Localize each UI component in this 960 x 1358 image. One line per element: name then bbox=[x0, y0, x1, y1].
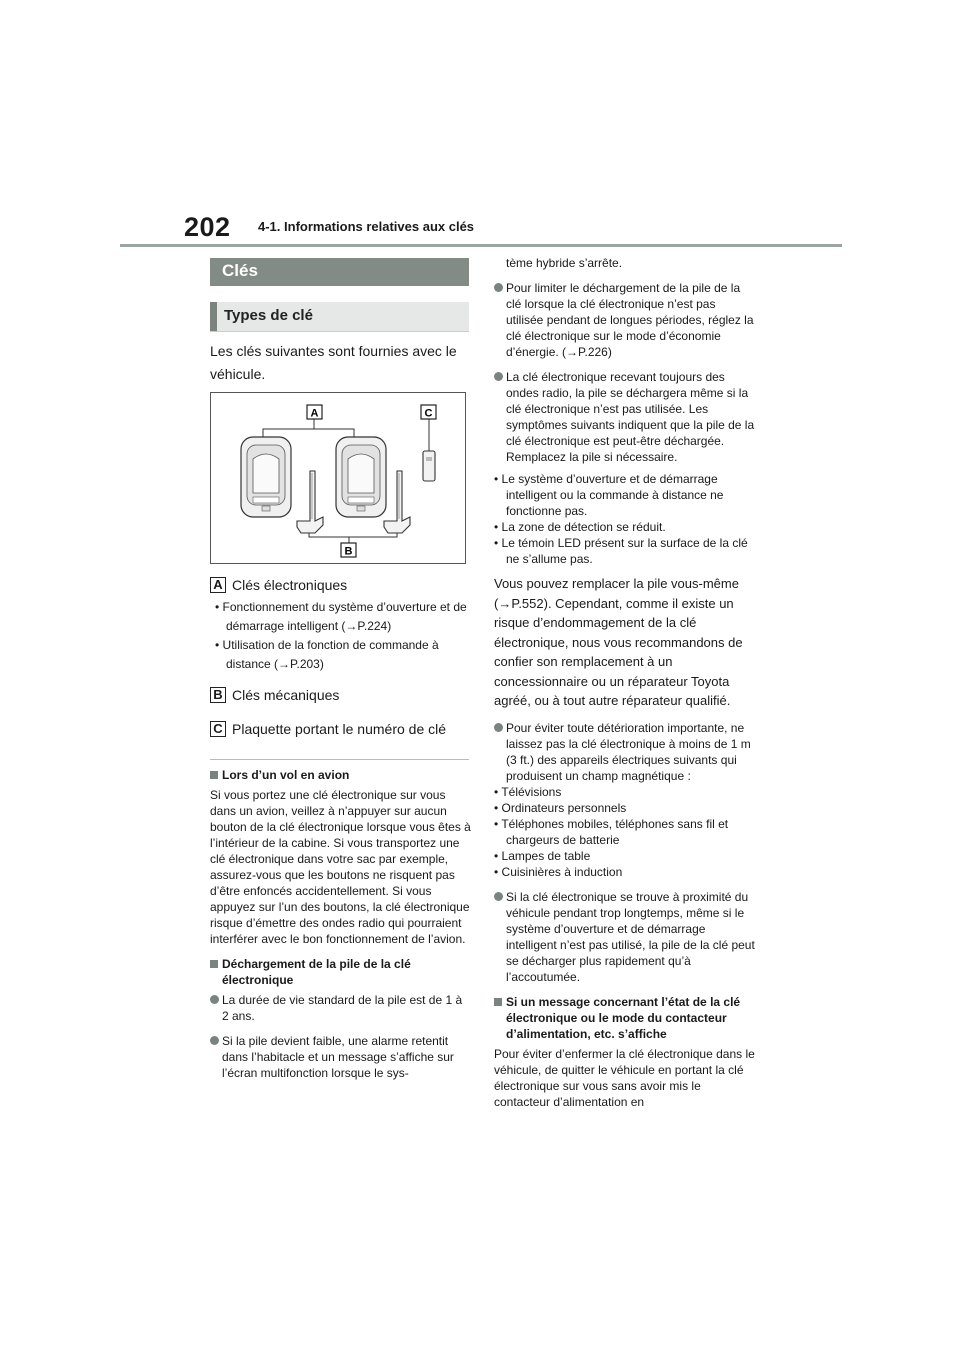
legend-a-bullet-1: • Fonctionnement du système d’ouverture et de démarrage intelligent (→P.224) bbox=[215, 600, 467, 633]
item-proximity: Si la clé électronique se trouve à proximité du véhicule pendant trop longtemps, même si le système d’ouverture et de démarrage intelligent n’est pas utilisé, la pile de la clé peut se décharger plus rapidement qu’à l’accoutumée. bbox=[494, 889, 756, 985]
mechanical-key-1 bbox=[297, 471, 323, 533]
keys-illustration bbox=[210, 392, 466, 564]
figure-label-b bbox=[341, 543, 356, 558]
continuation-text: tème hybride s’arrête. bbox=[506, 256, 623, 270]
item-battery-life: La durée de vie standard de la pile est de 1 à 2 ans. bbox=[210, 992, 472, 1024]
label-a-bracket bbox=[263, 429, 354, 437]
subsection-banner-bar bbox=[210, 302, 217, 331]
legend-b-text: Clés mécaniques bbox=[232, 687, 340, 703]
legend-a-text: Clés électroniques bbox=[232, 577, 348, 593]
legend-a-badge: A bbox=[210, 577, 226, 593]
electronic-key-2 bbox=[336, 437, 386, 517]
square-bullet-icon bbox=[210, 771, 218, 779]
symptom-list bbox=[494, 471, 756, 567]
chapter-banner bbox=[210, 258, 469, 286]
section-divider bbox=[210, 759, 469, 760]
symptom-3: • Le témoin LED présent sur la surface de la clé ne s’allume pas. bbox=[494, 536, 748, 566]
paragraph-replace-battery: Vous pouvez remplacer la pile vous-même (→P.552). Cependant, comme il existe un risque d’endommagement de la clé électronique, nous vous recommandons de confier son remplacement à un concessionnaire ou un réparateur Toyota agréé, ou à tout autre réparateur qualifié. bbox=[494, 576, 743, 708]
legend-c-text: Plaquette portant le numéro de clé bbox=[232, 721, 447, 737]
round-bullet-icon bbox=[494, 372, 503, 381]
keys-drawing bbox=[211, 393, 465, 563]
heading-flight: Lors d’un vol en avion bbox=[210, 767, 472, 783]
right-column bbox=[494, 255, 756, 1119]
item-battery-alarm: Si la pile devient faible, une alarme retentit dans l’habitacle et un message s’affiche sur l’écran multifonction lorsque le sys- bbox=[210, 1033, 472, 1081]
symptom-1: • Le système d’ouverture et de démarrage intelligent ou la commande à distance ne fonctionne pas. bbox=[494, 472, 724, 518]
legend-b-badge: B bbox=[210, 687, 226, 703]
heading-message: Si un message concernant l’état de la clé électronique ou le mode du contacteur d’alimentation, etc. s’affiche bbox=[494, 994, 756, 1042]
item-magnetic-field: Pour éviter toute détérioration importante, ne laissez pas la clé électronique à moins de 1 m (3 ft.) des appareils électriques suivants qui produisent un champ magnétique : bbox=[494, 720, 756, 784]
legend-a bbox=[210, 577, 347, 593]
subsection-banner bbox=[210, 302, 469, 332]
round-bullet-icon bbox=[494, 283, 503, 292]
electronic-key-1 bbox=[241, 437, 291, 517]
appliance-3: • Téléphones mobiles, téléphones sans fil et chargeurs de batterie bbox=[494, 816, 729, 847]
header-divider bbox=[120, 244, 842, 247]
legend-c-badge: C bbox=[210, 721, 226, 737]
figure-label-c bbox=[421, 405, 436, 420]
round-bullet-icon bbox=[494, 723, 503, 732]
symptom-2: • La zone de détection se réduit. bbox=[494, 520, 666, 534]
item-energy-saving: Pour limiter le déchargement de la pile de la clé lorsque la clé électronique n’est pas utilisée pendant de longues périodes, réglez la clé électronique sur le mode d’économie d’énergie. (→P.226) bbox=[494, 280, 756, 360]
paragraph-lockout: Pour éviter d’enfermer la clé électronique dans le véhicule, de quitter le véhicule en portant la clé électronique sur vous sans avoir mis le contacteur d’alimentation en bbox=[494, 1046, 755, 1109]
legend-a-bullet-2: • Utilisation de la fonction de commande à distance (→P.203) bbox=[215, 638, 439, 671]
paragraph-flight: Si vous portez une clé électronique sur vous dans un avion, veillez à n’appuyer sur aucun bouton de la clé électronique lorsque vous êtes à l’intérieur de la cabine. Si vous transportez une clé électronique dans votre sac par exemple, assurez-vous que les boutons ne risquent pas d’être enfoncés accidentellement. Si vous appuyez sur l’un des boutons, la clé électronique risque d’émettre des ondes radio qui pourraient interférer avec le bon fonctionnement de l’avion. bbox=[210, 788, 471, 946]
left-column bbox=[210, 767, 472, 1090]
legend-c bbox=[210, 721, 446, 737]
intro-text: Les clés suivantes sont fournies avec le véhicule. bbox=[210, 343, 457, 382]
page-number: 202 bbox=[184, 212, 231, 242]
key-number-plate bbox=[423, 451, 435, 481]
figure-label-a bbox=[307, 405, 322, 420]
round-bullet-icon bbox=[210, 995, 219, 1004]
legend-a-bullets bbox=[215, 598, 470, 674]
round-bullet-icon bbox=[210, 1036, 219, 1045]
figure-label-a-text: A bbox=[310, 407, 319, 420]
mechanical-key-2 bbox=[384, 471, 410, 533]
appliance-5: • Cuisinières à induction bbox=[494, 864, 623, 879]
square-bullet-icon bbox=[210, 960, 218, 968]
appliance-4: • Lampes de table bbox=[494, 848, 591, 863]
appliance-1: • Télévisions bbox=[494, 784, 562, 799]
appliance-list bbox=[494, 784, 756, 880]
subsection-banner-title: Types de clé bbox=[224, 307, 313, 324]
square-bullet-icon bbox=[494, 998, 502, 1006]
legend-b bbox=[210, 687, 339, 703]
figure-label-c-text: C bbox=[424, 407, 433, 420]
figure-label-b-text: B bbox=[344, 545, 353, 558]
appliance-2: • Ordinateurs personnels bbox=[494, 800, 627, 815]
round-bullet-icon bbox=[494, 892, 503, 901]
section-title: 4-1. Informations relatives aux clés bbox=[258, 219, 475, 234]
item-radio-waves: La clé électronique recevant toujours des ondes radio, la pile se déchargera même si la clé électronique n’est pas utilisée. Les symptômes suivants indiquent que la pile de la clé électronique est peut-être déchargée. Remplacez la pile si nécessaire. bbox=[494, 369, 756, 465]
chapter-banner-title: Clés bbox=[222, 261, 258, 280]
heading-battery: Déchargement de la pile de la clé électronique bbox=[210, 956, 472, 988]
